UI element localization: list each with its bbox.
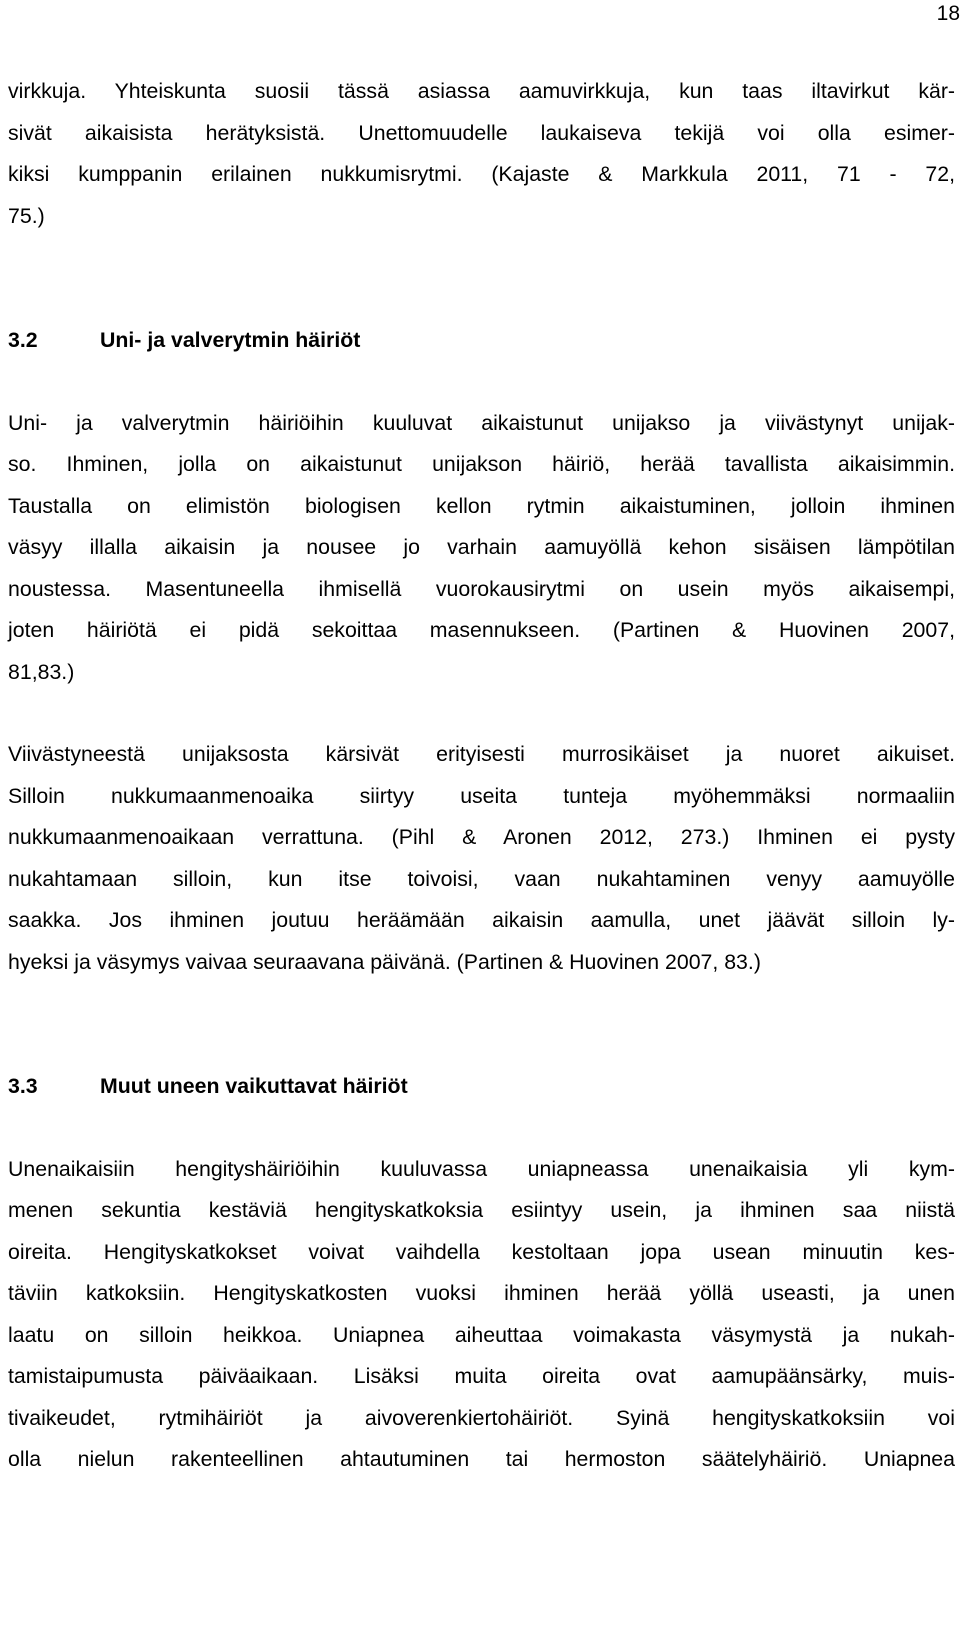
text-line: saakka. Jos ihminen joutuu heräämään aikaisin aamulla, unet jäävät silloin ly- — [8, 908, 955, 932]
paragraph — [8, 71, 955, 237]
text-line: Viivästyneestä unijaksosta kärsivät erityisesti murrosikäiset ja nuoret aikuiset. — [8, 742, 955, 766]
text-line: so. Ihminen, jolla on aikaistunut unijakson häiriö, herää tavallista aikaisimmin. — [8, 452, 955, 476]
section-number: 3.3 — [8, 1074, 38, 1098]
text-line: sivät aikaisista herätyksistä. Unettomuudelle laukaiseva tekijä voi olla esimer- — [8, 120, 955, 145]
text-line: virkkuja. Yhteiskunta suosii tässä asiassa aamuvirkkuja, kun taas iltavirkut kär- — [8, 79, 955, 103]
text-line: 75.) — [8, 203, 45, 228]
text-line: Taustalla on elimistön biologisen kellon rytmin aikaistuminen, jolloin ihminen — [8, 493, 955, 518]
text-line: täviin katkoksiin. Hengityskatkosten vuoksi ihminen herää yöllä useasti, ja unen — [8, 1281, 955, 1305]
section-number: 3.2 — [8, 328, 38, 352]
text-line: väsyy illalla aikaisin ja nousee jo varhain aamuyöllä kehon sisäisen lämpötilan — [8, 535, 955, 559]
page-number: 18 — [936, 2, 960, 25]
text-line: tamistaipumusta päiväaikaan. Lisäksi muita oireita ovat aamupäänsärky, muis- — [8, 1364, 955, 1388]
text-line: laatu on silloin heikkoa. Uniapnea aiheuttaa voimakasta väsymystä ja nukah- — [8, 1322, 955, 1347]
text-line: Unenaikaisiin hengityshäiriöihin kuuluvassa uniapneassa unenaikaisia yli kym- — [8, 1156, 955, 1181]
text-line: 81,83.) — [8, 659, 75, 684]
section-title: Muut uneen vaikuttavat häiriöt — [100, 1074, 408, 1098]
document-body — [8, 71, 955, 1481]
section-title: Uni- ja valverytmin häiriöt — [100, 328, 361, 352]
text-line: hyeksi ja väsymys vaivaa seuraavana päivänä. (Partinen & Huovinen 2007, 83.) — [8, 949, 761, 974]
text-line: kiksi kumppanin erilainen nukkumisrytmi. (Kajaste & Markkula 2011, 71 - 72, — [8, 162, 955, 186]
text-line: joten häiriötä ei pidä sekoittaa masennukseen. (Partinen & Huovinen 2007, — [8, 618, 955, 642]
text-line: menen sekuntia kestäviä hengityskatkoksia esiintyy usein, ja ihminen saa niistä — [8, 1198, 955, 1222]
text-line: Silloin nukkumaanmenoaika siirtyy useita tunteja myöhemmäksi normaaliin — [8, 783, 955, 808]
section-heading — [8, 320, 955, 362]
text-line: nukahtamaan silloin, kun itse toivoisi, vaan nukahtaminen venyy aamuyölle — [8, 866, 955, 891]
section-heading — [8, 1066, 955, 1108]
text-line: nukkumaanmenoaikaan verrattuna. (Pihl & Aronen 2012, 273.) Ihminen ei pysty — [8, 825, 955, 849]
paragraph — [8, 734, 955, 983]
text-line: Uni- ja valverytmin häiriöihin kuuluvat aikaistunut unijakso ja viivästynyt unijak- — [8, 410, 955, 435]
text-line: tivaikeudet, rytmihäiriöt ja aivoverenkiertohäiriöt. Syinä hengityskatkoksiin voi — [8, 1405, 955, 1430]
paragraph — [8, 403, 955, 694]
text-line: oireita. Hengityskatkokset voivat vaihdella kestoltaan jopa usean minuutin kes- — [8, 1239, 955, 1264]
text-line: noustessa. Masentuneella ihmisellä vuorokausirytmi on usein myös aikaisempi, — [8, 576, 955, 601]
paragraph — [8, 1149, 955, 1481]
text-line: olla nielun rakenteellinen ahtautuminen tai hermoston säätelyhäiriö. Uniapnea — [8, 1447, 955, 1471]
